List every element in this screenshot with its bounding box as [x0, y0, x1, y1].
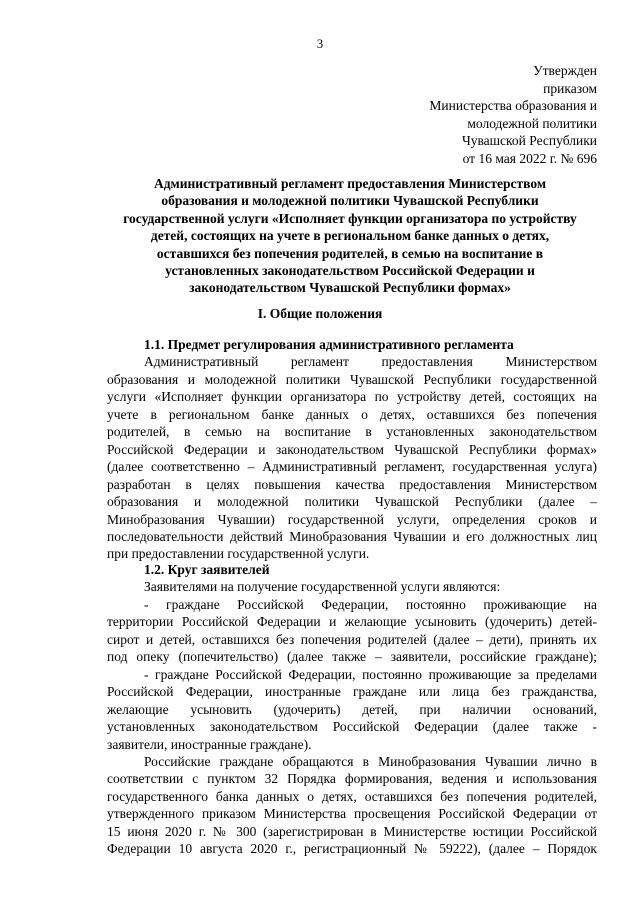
paragraph-line: под опеку (попечительство) (далее также – заявители, российские граждане);	[107, 649, 597, 665]
paragraph-line: Заявителями на получение государственной услуги являются:	[144, 579, 501, 595]
subsection-applicants	[107, 561, 597, 858]
title-line: Административный регламент предоставления Министерством	[153, 176, 547, 191]
paragraph-line: образования и молодежной политики Чувашской Республики (далее –	[107, 494, 597, 510]
subsection-heading: 1.1. Предмет регулирования административного регламента	[144, 337, 514, 352]
paragraph-line: Российской Федерации, иностранные граждане или лица без гражданства,	[107, 684, 597, 700]
paragraph-line: услуги «Исполняет функции организатора по устройству детей, состоящих на	[107, 389, 597, 405]
paragraph-line: при предоставлении государственной услуги.	[107, 546, 370, 562]
approval-line: Утвержден	[533, 63, 597, 78]
paragraph-line: соответствии с пунктом 32 Порядка формирования, ведения и использования	[107, 771, 597, 787]
section-heading: I. Общие положения	[257, 306, 383, 321]
approval-line: Министерства образования и	[429, 98, 597, 113]
paragraph-line: (далее соответственно – Административный регламент, государственная услуга)	[107, 459, 597, 475]
approval-line: молодежной политики	[467, 115, 597, 131]
paragraph-line: Административный регламент предоставления Министерством	[144, 354, 597, 370]
paragraph-line: образования и молодежной политики Чувашской Республики государственной	[107, 371, 597, 387]
approval-line: приказом	[543, 80, 597, 96]
page-number: 3	[316, 37, 324, 51]
paragraph-line: государственного банка данных о детях, оставшихся без попечения родителей,	[107, 788, 597, 804]
paragraph-line: Минобразования Чувашии) государственной услуги, определения сроков и	[107, 511, 597, 527]
paragraph-line: утвержденного приказом Министерства просвещения Российской Федерации от	[107, 806, 597, 822]
paragraph-line: последовательности действий Минобразования Чувашии и его должностных лиц	[107, 528, 597, 544]
paragraph-line: учете в региональном банке данных о детях, оставшихся без попечения	[107, 406, 597, 422]
paragraph-line: желающие усыновить (удочерить) детей, при наличии оснований,	[107, 701, 597, 717]
paragraph-line: Российские граждане обращаются в Минобразования Чувашии лично в	[144, 753, 597, 769]
paragraph-line: 15 июня 2020 г. № 300 (зарегистрирован в Министерстве юстиции Российской	[107, 823, 597, 839]
paragraph-line: заявители, иностранные граждане).	[107, 736, 312, 752]
title-line: установленных законодательством Российской Федерации и	[165, 263, 535, 279]
title-line: оставшихся без попечения родителей, в семью на воспитание в	[156, 245, 544, 261]
title-line: образования и молодежной политики Чувашской Республики	[161, 193, 539, 209]
paragraph-line: Российской Федерации и законодательством Чувашской Республики формах»	[107, 441, 597, 457]
paragraph-line: разработан в целях повышения качества предоставления Министерством	[107, 476, 597, 492]
subsection-subject	[107, 336, 597, 563]
subsection-heading: 1.2. Круг заявителей	[144, 562, 270, 577]
paragraph-line: родителей, в семью на воспитание в установленных законодательством	[107, 424, 597, 440]
paragraph-line: сирот и детей, оставшихся без попечения родителей (далее – дети), принять их	[107, 631, 597, 647]
paragraph-line: территории Российской Федерации и желающие усыновить (удочерить) детей-	[107, 614, 597, 630]
approval-line: Чувашской Республики	[461, 133, 597, 148]
title-line: детей, состоящих на учете в региональном банке данных о детях,	[150, 228, 550, 244]
paragraph-line: - граждане Российской Федерации, постоянно проживающие за пределами	[144, 666, 597, 682]
title-line: государственной услуги «Исполняет функции организатора по устройству	[123, 210, 577, 226]
approval-line: от 16 мая 2022 г. № 696	[462, 150, 597, 166]
title-line: законодательством Чувашской Республики формах»	[189, 280, 511, 296]
approval-stamp	[429, 62, 597, 167]
paragraph-line: установленных законодательством Российской Федерации (далее также -	[107, 719, 597, 735]
paragraph-line: Федерации 10 августа 2020 г., регистрационный № 59222), (далее – Порядок	[107, 841, 597, 857]
document-title	[110, 175, 590, 297]
paragraph-line: - граждане Российской Федерации, постоянно проживающие на	[144, 596, 597, 612]
